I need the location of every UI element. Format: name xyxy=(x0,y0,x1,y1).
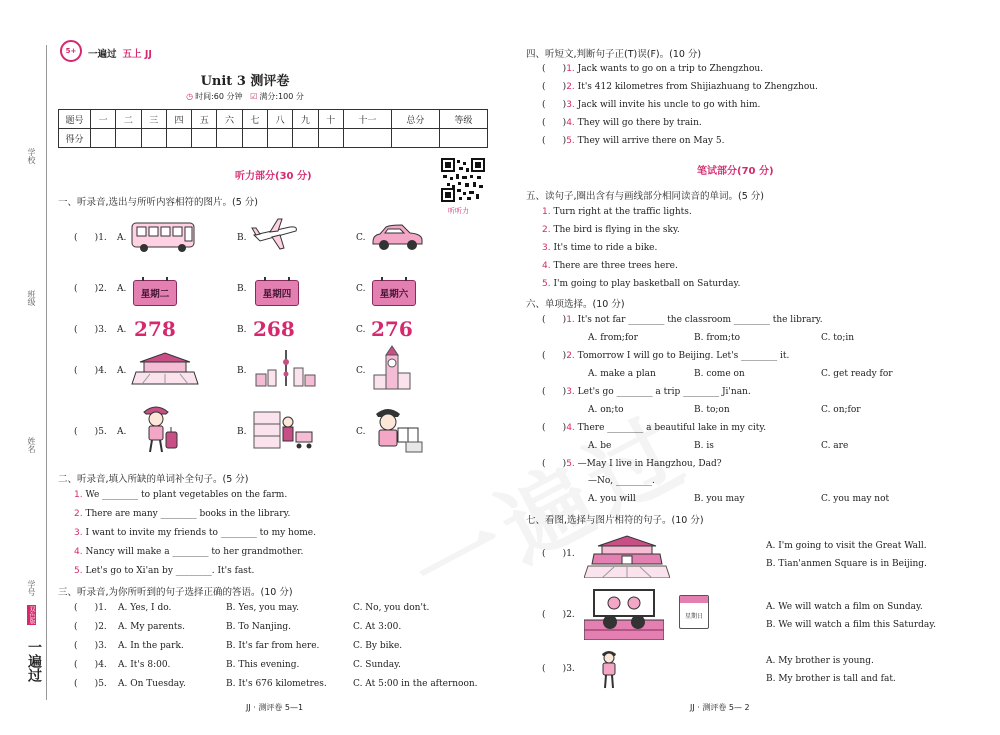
number-option-b: 268 xyxy=(253,317,295,341)
score-header-cell: 七 xyxy=(242,110,267,129)
answer-blank[interactable]: ( ) xyxy=(542,459,567,469)
score-header-cell: 六 xyxy=(217,110,242,129)
s4-statement: ( )2. It's 412 kilometres from Shijiazhuang to Zhengzhou. xyxy=(542,82,818,92)
section-3-heading: 三、听录音,为你所听到的句子选择正确的答语。(10 分) xyxy=(58,587,293,598)
answer-blank[interactable]: ( )3. xyxy=(542,664,575,674)
section-7-heading: 七、看图,选择与图片相符的句子。(10 分) xyxy=(526,515,704,526)
score-header-cell: 五 xyxy=(192,110,217,129)
qr-label: 听听力 xyxy=(448,207,469,215)
section-5-heading: 五、读句子,圈出含有与画线部分相同读音的单词。(5 分) xyxy=(526,191,764,202)
answer-blank[interactable]: ( )5. xyxy=(74,679,107,689)
option-a: A. My parents. xyxy=(118,622,186,632)
score-header-cell: 三 xyxy=(141,110,166,129)
option-b-label: B. xyxy=(237,233,247,243)
sidebar-brand: 一遍过 xyxy=(26,640,42,682)
section-6-heading: 六、单项选择。(10 分) xyxy=(526,299,625,310)
s2-sentence: 3. I want to invite my friends to ________ to my home. xyxy=(74,528,316,538)
score-header-cell: 九 xyxy=(293,110,318,129)
option-a-label: A. xyxy=(117,233,127,243)
exam-time: 时间:60 分钟 xyxy=(195,92,243,101)
option-c: C. No, you don't. xyxy=(353,603,430,613)
s6-question: ( )1. It's not far ________ the classroom ________ the library. xyxy=(542,315,823,325)
answer-blank[interactable]: ( ) xyxy=(542,136,567,146)
calendar-card-tuesday: 星期二 xyxy=(133,280,177,306)
answer-blank[interactable]: ( )2. xyxy=(542,610,575,620)
option-a: A. from;for xyxy=(588,333,638,343)
option-a: A. I'm going to visit the Great Wall. xyxy=(766,541,927,551)
answer-blank[interactable]: ( ) xyxy=(542,423,567,433)
s6-question: ( )4. There ________ a beautiful lake in my city. xyxy=(542,423,767,433)
answer-blank[interactable]: ( )1. xyxy=(74,233,107,243)
boy-reading-icon xyxy=(370,404,426,454)
score-cell[interactable] xyxy=(217,129,242,148)
option-a-label: A. xyxy=(117,325,127,335)
grade-label: 五上 JJ xyxy=(122,49,152,60)
option-b: B. is xyxy=(694,441,714,451)
s5-sentence: 4. There are three trees here. xyxy=(542,261,678,271)
score-cell[interactable] xyxy=(267,129,292,148)
score-cell[interactable] xyxy=(439,129,487,148)
student-id-label: 学号 xyxy=(27,580,36,596)
answer-blank[interactable]: ( )2. xyxy=(74,284,107,294)
cinema-screen-icon xyxy=(584,588,664,640)
option-a: A. Yes, I do. xyxy=(118,603,172,613)
score-table-score-row xyxy=(59,129,488,148)
score-row-label: 得分 xyxy=(59,129,91,148)
answer-blank[interactable]: ( ) xyxy=(542,82,567,92)
number-option-c: 276 xyxy=(371,317,413,341)
option-c: C. on;for xyxy=(821,405,861,415)
option-b: B. you may xyxy=(694,494,745,504)
section-1-heading: 一、听录音,选出与所听内容相符的图片。(5 分) xyxy=(58,197,258,208)
score-header-cell: 八 xyxy=(267,110,292,129)
page-title: Unit 3 测评卷 xyxy=(200,74,290,89)
option-c-label: C. xyxy=(356,325,366,335)
option-b-label: B. xyxy=(237,366,247,376)
answer-blank[interactable]: ( ) xyxy=(542,315,567,325)
answer-blank[interactable]: ( )1. xyxy=(542,549,575,559)
option-a: A. on;to xyxy=(588,405,624,415)
score-header-cell: 一 xyxy=(91,110,116,129)
option-b: B. Yes, you may. xyxy=(226,603,299,613)
option-b: B. It's 676 kilometres. xyxy=(226,679,327,689)
score-header-cell: 十一 xyxy=(343,110,391,129)
answer-blank[interactable]: ( )2. xyxy=(74,622,107,632)
airplane-icon xyxy=(250,215,300,253)
listening-part-title: 听力部分(30 分) xyxy=(235,171,312,182)
bus-icon xyxy=(130,220,198,254)
score-cell[interactable] xyxy=(166,129,191,148)
answer-blank[interactable]: ( ) xyxy=(542,100,567,110)
s2-sentence: 2. There are many ________ books in the library. xyxy=(74,509,291,519)
s5-sentence: 3. It's time to ride a bike. xyxy=(542,243,658,253)
check-icon: ☑ xyxy=(250,92,258,101)
s5-sentence: 1. Turn right at the traffic lights. xyxy=(542,207,692,217)
supermarket-shopping-icon xyxy=(252,408,316,452)
number-option-a: 278 xyxy=(134,317,176,341)
footer-left: JJ · 测评卷 5—1 xyxy=(246,703,304,712)
section-2-heading: 二、听录音,填入所缺的单词补全句子。(5 分) xyxy=(58,474,249,485)
s6-question-response: —No, ________. xyxy=(588,476,655,486)
s2-sentence: 4. Nancy will make a ________ to her grandmother. xyxy=(74,547,304,557)
score-cell[interactable] xyxy=(318,129,343,148)
s2-sentence: 5. Let's go to Xi'an by ________. It's fast. xyxy=(74,566,255,576)
s4-statement: ( )3. Jack will invite his uncle to go with him. xyxy=(542,100,761,110)
forbidden-city-icon xyxy=(130,350,200,386)
exam-score: 满分:100 分 xyxy=(259,92,304,101)
option-b: B. My brother is tall and fat. xyxy=(766,674,896,684)
answer-blank[interactable]: ( )4. xyxy=(74,366,107,376)
option-c: C. you may not xyxy=(821,494,890,504)
option-a: A. We will watch a film on Sunday. xyxy=(766,602,923,612)
writing-part-title: 笔试部分(70 分) xyxy=(697,166,774,177)
name-label: 姓名 xyxy=(27,437,36,453)
brand-header xyxy=(88,46,152,60)
score-cell[interactable] xyxy=(242,129,267,148)
option-b: B. come on xyxy=(694,369,745,379)
s6-question: ( )3. Let's go ________ a trip ________ Ji'nan. xyxy=(542,387,751,397)
answer-blank[interactable]: ( )5. xyxy=(74,427,107,437)
school-label: 学校 xyxy=(27,148,36,164)
option-b: B. This evening. xyxy=(226,660,300,670)
score-table-header-row xyxy=(59,110,488,129)
option-b-label: B. xyxy=(237,427,247,437)
s6-question: ( )5. —May I live in Hangzhou, Dad? xyxy=(542,459,722,469)
brand-name: 一遍过 xyxy=(88,49,117,60)
section-4-heading: 四、听短文,判断句子正(T)误(F)。(10 分) xyxy=(526,49,702,60)
option-a: A. make a plan xyxy=(588,369,656,379)
option-a: A. In the park. xyxy=(118,641,184,651)
score-cell[interactable] xyxy=(343,129,391,148)
option-b: B. Tian'anmen Square is in Beijing. xyxy=(766,559,927,569)
option-a-label: A. xyxy=(117,284,127,294)
s6-question: ( )2. Tomorrow I will go to Beijing. Let's ________ it. xyxy=(542,351,790,361)
score-cell[interactable] xyxy=(116,129,141,148)
option-c: C. get ready for xyxy=(821,369,893,379)
sidebar-brand-sub: 双色版 xyxy=(28,606,35,624)
option-b-label: B. xyxy=(237,325,247,335)
calendar-card-saturday: 星期六 xyxy=(372,280,416,306)
s4-statement: ( )1. Jack wants to go on a trip to Zhengzhou. xyxy=(542,64,764,74)
score-header-cell: 总分 xyxy=(391,110,439,129)
score-table xyxy=(58,109,488,148)
option-a-label: A. xyxy=(117,427,127,437)
score-cell[interactable] xyxy=(192,129,217,148)
option-b: B. To Nanjing. xyxy=(226,622,292,632)
s5-sentence: 2. The bird is flying in the sky. xyxy=(542,225,680,235)
calendar-sunday-icon: 星期日 xyxy=(679,595,709,629)
score-header-cell: 十 xyxy=(318,110,343,129)
girl-with-suitcase-icon xyxy=(136,402,180,456)
option-a: A. My brother is young. xyxy=(766,656,874,666)
option-c: C. At 5:00 in the afternoon. xyxy=(353,679,478,689)
score-cell[interactable] xyxy=(91,129,116,148)
option-c: C. By bike. xyxy=(353,641,403,651)
answer-blank[interactable]: ( ) xyxy=(542,118,567,128)
score-cell[interactable] xyxy=(391,129,439,148)
score-header-cell: 等级 xyxy=(439,110,487,129)
option-a: A. you will xyxy=(588,494,636,504)
car-icon xyxy=(370,222,426,252)
option-b: B. to;on xyxy=(694,405,730,415)
brand-logo-icon: 5+ xyxy=(60,40,82,62)
option-b: B. It's far from here. xyxy=(226,641,320,651)
boy-standing-icon xyxy=(598,648,620,690)
class-label: 班级 xyxy=(27,290,36,306)
answer-blank[interactable]: ( ) xyxy=(542,351,567,361)
answer-blank[interactable]: ( )3. xyxy=(74,325,107,335)
score-header-cell: 四 xyxy=(166,110,191,129)
option-c-label: C. xyxy=(356,233,366,243)
clock-icon: ◷ xyxy=(186,92,194,101)
option-c: C. are xyxy=(821,441,849,451)
option-c-label: C. xyxy=(356,366,366,376)
answer-blank[interactable]: ( ) xyxy=(542,64,567,74)
option-c: C. to;in xyxy=(821,333,855,343)
qr-code-icon[interactable] xyxy=(441,158,485,202)
option-a: A. be xyxy=(588,441,612,451)
s5-sentence: 5. I'm going to play basketball on Saturday. xyxy=(542,279,741,289)
exam-meta xyxy=(0,91,490,102)
big-ben-icon xyxy=(372,345,412,391)
calendar-card-thursday: 星期四 xyxy=(255,280,299,306)
option-b: B. from;to xyxy=(694,333,740,343)
option-c-label: C. xyxy=(356,284,366,294)
s4-statement: ( )5. They will arrive there on May 5. xyxy=(542,136,725,146)
answer-blank[interactable]: ( )1. xyxy=(74,603,107,613)
option-c: C. At 3:00. xyxy=(353,622,402,632)
option-b-label: B. xyxy=(237,284,247,294)
s2-sentence: 1. We ________ to plant vegetables on the farm. xyxy=(74,490,288,500)
s4-statement: ( )4. They will go there by train. xyxy=(542,118,702,128)
footer-right: JJ · 测评卷 5— 2 xyxy=(690,703,750,712)
score-header-cell: 二 xyxy=(116,110,141,129)
option-c-label: C. xyxy=(356,427,366,437)
option-a: A. It's 8:00. xyxy=(118,660,171,670)
score-cell[interactable] xyxy=(293,129,318,148)
score-header-cell: 题号 xyxy=(59,110,91,129)
option-a: A. On Tuesday. xyxy=(118,679,186,689)
tv-tower-skyline-icon xyxy=(252,348,318,388)
option-c: C. Sunday. xyxy=(353,660,401,670)
answer-blank[interactable]: ( )3. xyxy=(74,641,107,651)
option-b: B. We will watch a film this Saturday. xyxy=(766,620,937,630)
binding-line xyxy=(46,45,47,700)
answer-blank[interactable]: ( ) xyxy=(542,387,567,397)
tiananmen-icon xyxy=(584,534,670,578)
answer-blank[interactable]: ( )4. xyxy=(74,660,107,670)
score-cell[interactable] xyxy=(141,129,166,148)
option-a-label: A. xyxy=(117,366,127,376)
